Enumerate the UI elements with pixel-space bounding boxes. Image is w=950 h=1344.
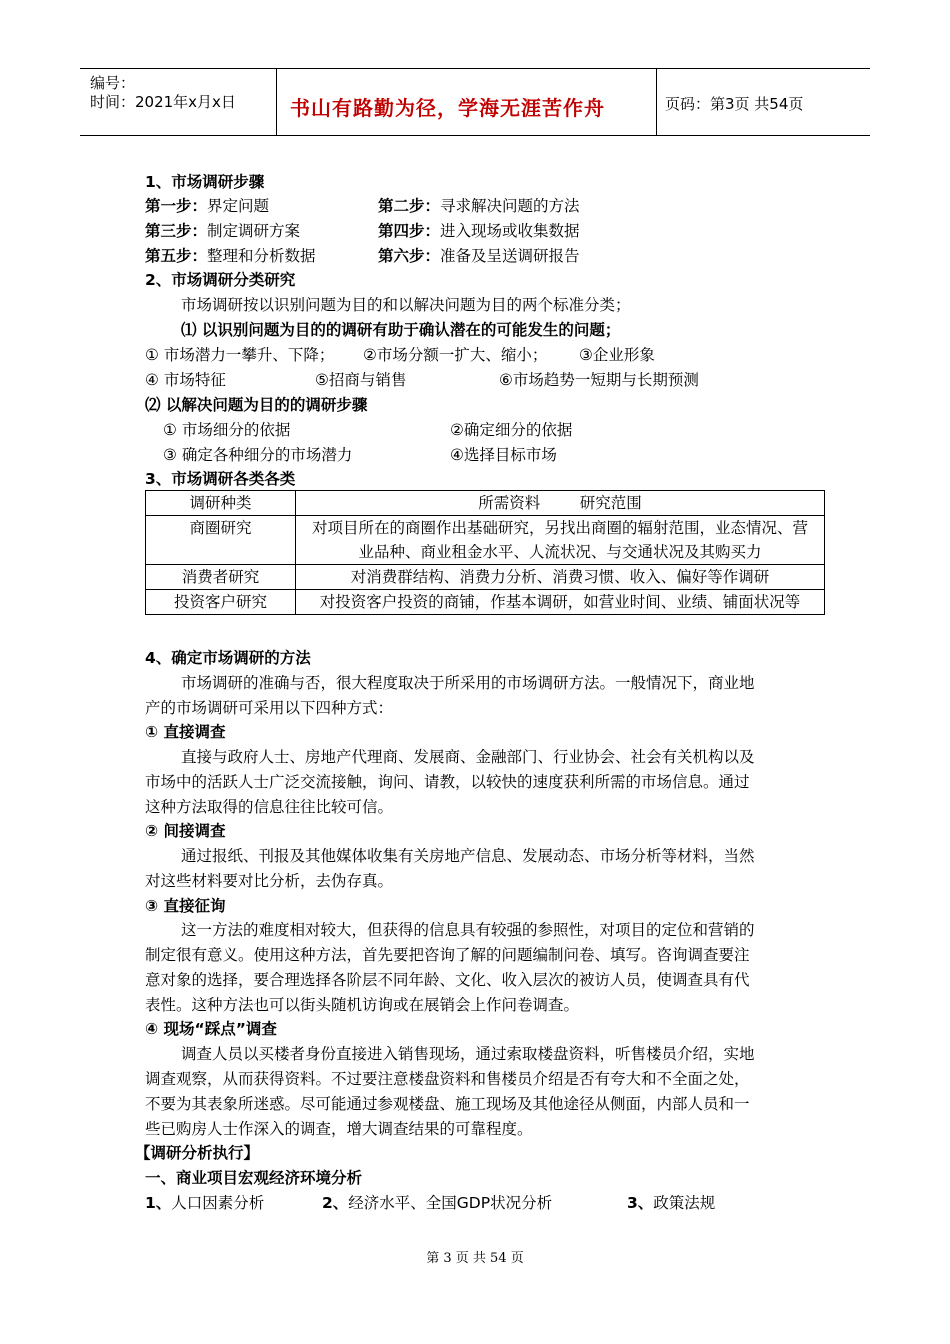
- method4-title: ④ 现场“踩点”调查: [145, 1020, 277, 1038]
- section4-title: 4、确定市场调研的方法: [145, 649, 311, 667]
- method2-line2: 对这些材料要对比分析，去伪存真。: [145, 872, 394, 890]
- table-header-type: 调研种类: [146, 491, 296, 516]
- table-cell-content: 对项目所在的商圈作出基础研究，另找出商圈的辐射范围，业态情况、营业品种、商业租金水平、人流状况、与交通状况及其购买力: [296, 516, 825, 565]
- table-cell-type: 商圈研究: [146, 516, 296, 565]
- header-bottom-rule: [80, 135, 870, 136]
- table-cell-content: 对消费群结构、消费力分析、消费习惯、收入、偏好等作调研: [296, 565, 825, 590]
- header-divider-left: [276, 68, 277, 135]
- item1-3: ③企业形象: [579, 346, 655, 364]
- table-header-content: 所需资料 研究范围: [296, 491, 825, 516]
- step-4-text: 进入现场或收集数据: [440, 222, 580, 240]
- item1-5: ⑤招商与销售: [315, 371, 407, 389]
- method1-line1: 直接与政府人士、房地产代理商、发展商、金融部门、行业协会、社会有关机构以及: [181, 748, 755, 766]
- step-1: [145, 194, 269, 219]
- section2-sub2: ⑵ 以解决问题为目的的调研步骤: [145, 396, 368, 414]
- table-cell-type: 投资客户研究: [146, 590, 296, 615]
- analysis-bracket-title: 【调研分析执行】: [135, 1144, 260, 1162]
- macro-item-1: [145, 1191, 264, 1216]
- method1-line3: 这种方法取得的信息往往比较可信。: [145, 798, 394, 816]
- step-6-label: 第六步：: [378, 247, 441, 265]
- page-footer: 第 3 页 共 54 页: [426, 1251, 524, 1266]
- item1-4: ④ 市场特征: [145, 371, 226, 389]
- method2-title: ② 间接调查: [145, 822, 226, 840]
- section1-title: 1、市场调研步骤: [145, 173, 265, 191]
- method1-title: ① 直接调查: [145, 723, 226, 741]
- item1-6: ⑥市场趋势一短期与长期预测: [499, 371, 699, 389]
- step-6: [378, 244, 580, 269]
- step-4: [378, 219, 580, 244]
- item2-3: ③ 确定各种细分的市场潜力: [163, 446, 353, 464]
- step-2: [378, 194, 580, 219]
- step-4-label: 第四步：: [378, 222, 441, 240]
- method2-line1: 通过报纸、刊报及其他媒体收集有关房地产信息、发展动态、市场分析等材料，当然: [181, 847, 755, 865]
- method1-line2: 市场中的活跃人士广泛交流接触，询问、请教，以较快的速度获利所需的市场信息。通过: [145, 773, 750, 791]
- table-row: [146, 590, 825, 615]
- macro-item-2-text: 经济水平、全国GDP状况分析: [348, 1194, 553, 1212]
- section4-intro-line1: 市场调研的准确与否，很大程度取决于所采用的市场调研方法。一般情况下，商业地: [181, 674, 755, 692]
- item1-1: ① 市场潜力一攀升、下降；: [145, 346, 335, 364]
- table-cell-content: 对投资客户投资的商铺，作基本调研，如营业时间、业绩、铺面状况等: [296, 590, 825, 615]
- method3-line3: 意对象的选择，要合理选择各阶层不同年龄、文化、收入层次的被访人员，使调查具有代: [145, 971, 750, 989]
- section2-title: 2、市场调研分类研究: [145, 271, 296, 289]
- step-6-text: 准备及呈送调研报告: [440, 247, 580, 265]
- table-cell-type: 消费者研究: [146, 565, 296, 590]
- macro-item-3-text: 政策法规: [653, 1194, 716, 1212]
- item2-1: ① 市场细分的依据: [163, 421, 291, 439]
- item2-4: ④选择目标市场: [450, 446, 557, 464]
- step-3-text: 制定调研方案: [207, 222, 301, 240]
- step-2-text: 寻求解决问题的方法: [440, 197, 580, 215]
- research-types-table: [145, 490, 825, 615]
- item1-2: ②市场分额一扩大、缩小；: [363, 346, 548, 364]
- method4-line4: 些已购房人士作深入的调查，增大调查结果的可靠程度。: [145, 1120, 533, 1138]
- macro-item-2: [322, 1191, 552, 1216]
- section4-intro-line2: 产的市场调研可采用以下四种方式：: [145, 699, 394, 717]
- method4-line2: 调查观察，从而获得资料。不过要注意楼盘资料和售楼员介绍是否有夸大和不全面之处，: [145, 1070, 750, 1088]
- macro-item-1-text: 人口因素分析: [171, 1194, 265, 1212]
- step-1-text: 界定问题: [207, 197, 270, 215]
- macro-item-1-num: 1、: [145, 1194, 172, 1212]
- header-time: 时间：2021年x月x日: [90, 93, 236, 111]
- method4-line1: 调查人员以买楼者身份直接进入销售现场，通过索取楼盘资料，听售楼员介绍，实地: [181, 1045, 755, 1063]
- macro-item-3: [627, 1191, 715, 1216]
- method3-line4: 表性。这种方法也可以街头随机访询或在展销会上作问卷调查。: [145, 996, 580, 1014]
- method4-line3: 不要为其表象所迷惑。尽可能通过参观楼盘、施工现场及其他途径从侧面，内部人员和一: [145, 1095, 750, 1113]
- step-1-label: 第一步：: [145, 197, 208, 215]
- table-header-row: [146, 491, 825, 516]
- macro-item-3-num: 3、: [627, 1194, 654, 1212]
- method3-title: ③ 直接征询: [145, 897, 226, 915]
- header-motto: 书山有路勤为径，学海无涯苦作舟: [290, 96, 605, 120]
- step-3-label: 第三步：: [145, 222, 208, 240]
- section2-sub1: ⑴ 以识别问题为目的的调研有助于确认潜在的可能发生的问题；: [181, 321, 621, 339]
- section2-intro: 市场调研按以识别问题为目的和以解决问题为目的两个标准分类；: [181, 296, 631, 314]
- macro-item-2-num: 2、: [322, 1194, 349, 1212]
- header-divider-right: [656, 68, 657, 135]
- step-5-label: 第五步：: [145, 247, 208, 265]
- step-2-label: 第二步：: [378, 197, 441, 215]
- header-top-rule: [80, 68, 870, 69]
- section3-title: 3、市场调研各类各类: [145, 470, 296, 488]
- method3-line1: 这一方法的难度相对较大，但获得的信息具有较强的参照性，对项目的定位和营销的: [181, 921, 755, 939]
- table-row: [146, 565, 825, 590]
- header-page-info: 页码：第3页 共54页: [665, 95, 804, 113]
- section5-title: 一、商业项目宏观经济环境分析: [145, 1169, 363, 1187]
- header-serial: 编号：: [90, 74, 136, 92]
- step-5-text: 整理和分析数据: [207, 247, 316, 265]
- method3-line2: 制定很有意义。使用这种方法，首先要把咨询了解的问题编制问卷、填写。咨询调查要注: [145, 946, 750, 964]
- table-row: [146, 516, 825, 565]
- item2-2: ②确定细分的依据: [450, 421, 573, 439]
- step-3: [145, 219, 300, 244]
- step-5: [145, 244, 316, 269]
